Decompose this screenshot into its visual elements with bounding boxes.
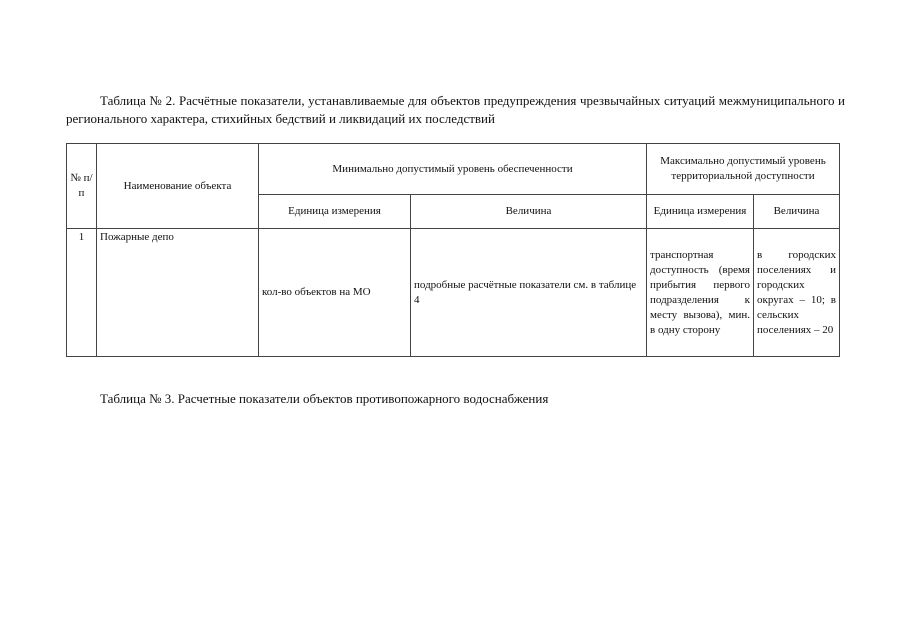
cell-unit-2: транспортная доступность (время прибытия первого подразделения к месту вызова), мин. в одну сторону	[647, 229, 754, 357]
header-object-name: Наименование объекта	[97, 144, 259, 229]
cell-unit-1: кол-во объектов на МО	[259, 229, 411, 357]
table-header-row-1	[67, 144, 840, 195]
table-3-caption: Таблица № 3. Расчетные показатели объектов противопожарного водоснабжения	[100, 391, 549, 406]
cell-number: 1	[67, 229, 97, 357]
header-max-level: Максимально допустимый уровень территориальной доступности	[647, 144, 840, 195]
header-min-level: Минимально допустимый уровень обеспеченности	[259, 144, 647, 195]
header-value-2: Величина	[754, 195, 840, 229]
cell-value-2: в городских поселениях и городских округах – 10; в сельских поселениях – 20	[754, 229, 840, 357]
table-row	[67, 229, 840, 357]
header-unit-2: Единица измерения	[647, 195, 754, 229]
cell-value-1: подробные расчётные показатели см. в таблице 4	[411, 229, 647, 357]
header-unit-1: Единица измерения	[259, 195, 411, 229]
header-number: № п/п	[67, 144, 97, 229]
header-value-1: Величина	[411, 195, 647, 229]
table-2	[66, 143, 840, 357]
cell-object-name: Пожарные депо	[97, 229, 259, 357]
table-2-caption: Таблица № 2. Расчётные показатели, устанавливаемые для объектов предупреждения чрезвычайных ситуаций межмуниципального и регионального характера, стихийных бедствий и ликвидаций их последствий	[66, 93, 845, 126]
